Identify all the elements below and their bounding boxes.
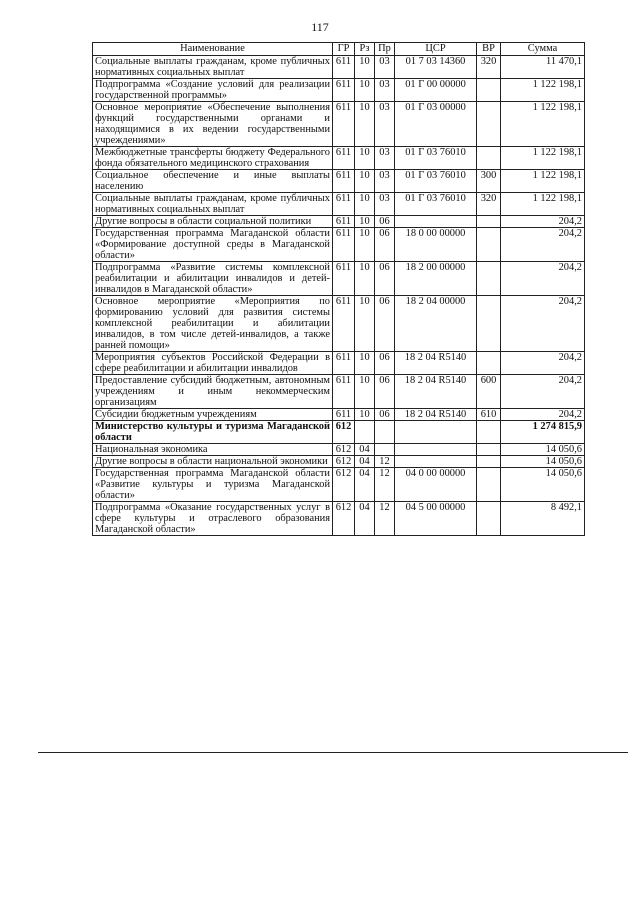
cell-pr: 06	[375, 228, 395, 262]
cell-rz: 10	[355, 296, 375, 352]
cell-rz: 10	[355, 228, 375, 262]
cell-rz: 10	[355, 216, 375, 228]
cell-pr: 12	[375, 468, 395, 502]
cell-pr: 03	[375, 170, 395, 193]
cell-csr: 01 Г 03 76010	[395, 147, 477, 170]
cell-sum: 1 122 198,1	[501, 102, 585, 147]
cell-rz: 04	[355, 444, 375, 456]
table-row	[93, 456, 585, 468]
header-gr: ГР	[333, 43, 355, 56]
cell-csr: 18 0 00 00000	[395, 228, 477, 262]
cell-gr: 611	[333, 375, 355, 409]
header-csr: ЦСР	[395, 43, 477, 56]
table-row	[93, 421, 585, 444]
cell-csr: 18 2 04 R5140	[395, 409, 477, 421]
cell-name: Подпрограмма «Создание условий для реализации государственной программы»	[93, 79, 333, 102]
cell-name: Подпрограмма «Развитие системы комплексной реабилитации и абилитации инвалидов и детей-инвалидов в Магаданской области»	[93, 262, 333, 296]
cell-rz: 10	[355, 262, 375, 296]
cell-vr	[477, 228, 501, 262]
header-name: Наименование	[93, 43, 333, 56]
cell-gr: 611	[333, 79, 355, 102]
cell-rz	[355, 421, 375, 444]
cell-rz: 10	[355, 147, 375, 170]
cell-sum: 1 122 198,1	[501, 79, 585, 102]
cell-name: Предоставление субсидий бюджетным, автономным учреждениям и иным некоммерческим организациям	[93, 375, 333, 409]
bottom-divider	[38, 752, 628, 753]
cell-vr: 600	[477, 375, 501, 409]
page-number: 117	[311, 20, 329, 34]
cell-csr: 04 5 00 00000	[395, 502, 477, 536]
cell-csr: 18 2 04 00000	[395, 296, 477, 352]
cell-vr	[477, 421, 501, 444]
cell-sum: 14 050,6	[501, 456, 585, 468]
table-row	[93, 352, 585, 375]
cell-csr: 01 7 03 14360	[395, 56, 477, 79]
cell-pr: 03	[375, 56, 395, 79]
cell-vr: 300	[477, 170, 501, 193]
cell-pr: 06	[375, 375, 395, 409]
cell-name: Министерство культуры и туризма Магаданской области	[93, 421, 333, 444]
cell-name: Основное мероприятие «Обеспечение выполнения функций государственными органами и находящимися в их ведении государственными учреждениями»	[93, 102, 333, 147]
table-row	[93, 262, 585, 296]
cell-gr: 611	[333, 102, 355, 147]
cell-vr	[477, 79, 501, 102]
cell-name: Субсидии бюджетным учреждениям	[93, 409, 333, 421]
cell-csr	[395, 444, 477, 456]
cell-sum: 204,2	[501, 296, 585, 352]
table-row	[93, 375, 585, 409]
cell-sum: 11 470,1	[501, 56, 585, 79]
cell-name: Социальные выплаты гражданам, кроме публичных нормативных социальных выплат	[93, 56, 333, 79]
cell-csr: 18 2 04 R5140	[395, 375, 477, 409]
cell-rz: 10	[355, 79, 375, 102]
cell-gr: 611	[333, 228, 355, 262]
table-row	[93, 296, 585, 352]
cell-pr: 03	[375, 147, 395, 170]
cell-sum: 8 492,1	[501, 502, 585, 536]
cell-vr	[477, 468, 501, 502]
table-row	[93, 147, 585, 170]
cell-rz: 10	[355, 193, 375, 216]
cell-gr: 611	[333, 147, 355, 170]
cell-gr: 611	[333, 296, 355, 352]
table-row	[93, 228, 585, 262]
cell-pr: 12	[375, 456, 395, 468]
table-row	[93, 468, 585, 502]
cell-vr	[477, 147, 501, 170]
cell-pr: 06	[375, 296, 395, 352]
cell-vr	[477, 352, 501, 375]
cell-csr: 01 Г 03 76010	[395, 193, 477, 216]
cell-gr: 612	[333, 456, 355, 468]
cell-sum: 14 050,6	[501, 444, 585, 456]
header-sum: Сумма	[501, 43, 585, 56]
cell-rz: 10	[355, 56, 375, 79]
cell-vr	[477, 102, 501, 147]
cell-sum: 204,2	[501, 216, 585, 228]
cell-vr: 610	[477, 409, 501, 421]
cell-gr: 612	[333, 502, 355, 536]
cell-gr: 611	[333, 56, 355, 79]
cell-sum: 14 050,6	[501, 468, 585, 502]
cell-pr: 06	[375, 262, 395, 296]
cell-name: Подпрограмма «Оказание государственных услуг в сфере культуры и отраслевого образования Магаданской области»	[93, 502, 333, 536]
cell-sum: 204,2	[501, 352, 585, 375]
cell-gr: 612	[333, 468, 355, 502]
cell-name: Другие вопросы в области национальной экономики	[93, 456, 333, 468]
cell-name: Государственная программа Магаданской области «Развитие культуры и туризма Магаданской области»	[93, 468, 333, 502]
cell-sum: 204,2	[501, 262, 585, 296]
table-row	[93, 56, 585, 79]
cell-rz: 10	[355, 102, 375, 147]
budget-table	[92, 42, 585, 536]
cell-sum: 1 122 198,1	[501, 170, 585, 193]
cell-pr	[375, 444, 395, 456]
cell-name: Национальная экономика	[93, 444, 333, 456]
cell-csr: 18 2 04 R5140	[395, 352, 477, 375]
cell-rz: 10	[355, 409, 375, 421]
cell-vr: 320	[477, 56, 501, 79]
cell-gr: 611	[333, 216, 355, 228]
header-rz: Рз	[355, 43, 375, 56]
cell-pr: 03	[375, 193, 395, 216]
cell-pr: 06	[375, 352, 395, 375]
cell-name: Государственная программа Магаданской области «Формирование доступной среды в Магаданской области»	[93, 228, 333, 262]
cell-name: Социальные выплаты гражданам, кроме публичных нормативных социальных выплат	[93, 193, 333, 216]
cell-csr: 18 2 00 00000	[395, 262, 477, 296]
cell-vr	[477, 262, 501, 296]
cell-vr	[477, 296, 501, 352]
cell-pr: 06	[375, 216, 395, 228]
cell-pr	[375, 421, 395, 444]
cell-name: Другие вопросы в области социальной политики	[93, 216, 333, 228]
header-vr: ВР	[477, 43, 501, 56]
cell-rz: 10	[355, 375, 375, 409]
cell-csr: 01 Г 03 00000	[395, 102, 477, 147]
cell-name: Основное мероприятие «Мероприятия по формированию условий для развития системы комплексной реабилитации и абилитации инвалидов, в том числе детей-инвалидов, а также ранней помощи»	[93, 296, 333, 352]
cell-pr: 03	[375, 102, 395, 147]
cell-gr: 611	[333, 170, 355, 193]
cell-sum: 204,2	[501, 228, 585, 262]
cell-pr: 06	[375, 409, 395, 421]
cell-vr	[477, 444, 501, 456]
cell-sum: 1 274 815,9	[501, 421, 585, 444]
cell-csr	[395, 421, 477, 444]
table-row	[93, 193, 585, 216]
cell-csr	[395, 216, 477, 228]
table-body	[93, 56, 585, 536]
table-row	[93, 170, 585, 193]
cell-sum: 1 122 198,1	[501, 147, 585, 170]
table-row	[93, 216, 585, 228]
table-row	[93, 79, 585, 102]
cell-sum: 204,2	[501, 375, 585, 409]
cell-rz: 04	[355, 502, 375, 536]
cell-rz: 04	[355, 456, 375, 468]
cell-gr: 611	[333, 352, 355, 375]
cell-pr: 03	[375, 79, 395, 102]
cell-vr: 320	[477, 193, 501, 216]
table-row	[93, 102, 585, 147]
cell-vr	[477, 456, 501, 468]
cell-csr: 04 0 00 00000	[395, 468, 477, 502]
cell-csr: 01 Г 00 00000	[395, 79, 477, 102]
cell-rz: 04	[355, 468, 375, 502]
cell-sum: 1 122 198,1	[501, 193, 585, 216]
cell-sum: 204,2	[501, 409, 585, 421]
table-header-row	[93, 43, 585, 56]
cell-name: Межбюджетные трансферты бюджету Федерального фонда обязательного медицинского страхования	[93, 147, 333, 170]
cell-csr: 01 Г 03 76010	[395, 170, 477, 193]
header-pr: Пр	[375, 43, 395, 56]
table-row	[93, 502, 585, 536]
cell-name: Мероприятия субъектов Российской Федерации в сфере реабилитации и абилитации инвалидов	[93, 352, 333, 375]
cell-gr: 612	[333, 444, 355, 456]
cell-gr: 612	[333, 421, 355, 444]
cell-rz: 10	[355, 352, 375, 375]
cell-gr: 611	[333, 409, 355, 421]
cell-name: Социальное обеспечение и иные выплаты населению	[93, 170, 333, 193]
cell-vr	[477, 502, 501, 536]
cell-vr	[477, 216, 501, 228]
cell-csr	[395, 456, 477, 468]
table-row	[93, 409, 585, 421]
cell-gr: 611	[333, 262, 355, 296]
cell-pr: 12	[375, 502, 395, 536]
cell-rz: 10	[355, 170, 375, 193]
cell-gr: 611	[333, 193, 355, 216]
table-row	[93, 444, 585, 456]
